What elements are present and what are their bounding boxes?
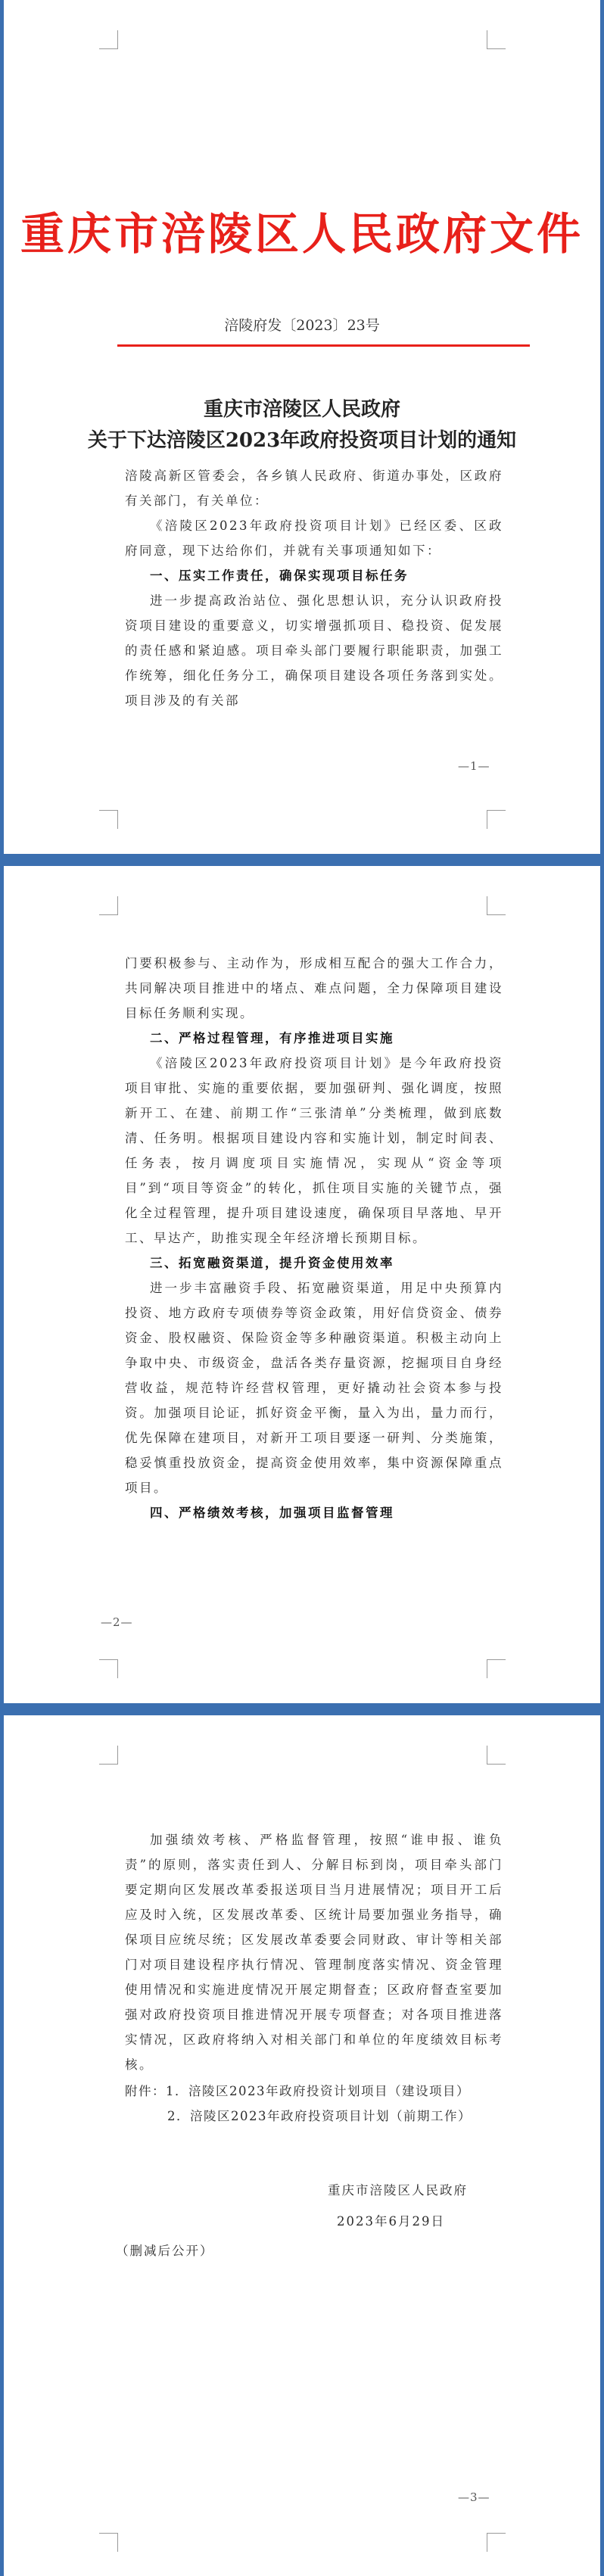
- intro-paragraph: 《涪陵区2023年政府投资项目计划》已经区委、区政府同意，现下达给你们，并就有关事项通知如下：: [125, 519, 503, 558]
- crop-mark: [487, 896, 506, 915]
- section-3-heading: 三、拓宽融资渠道，提升资金使用效率: [150, 1256, 394, 1270]
- section-2-text: 《涪陵区2023年政府投资项目计划》是今年政府投资项目审批、实施的重要依据，要加强研判、强化调度，按照新开工、在建、前期工作“三张清单”分类梳理，做到底数清、任务明。根据项目建设内容和实施计划，制定时间表、任务表，按月调度项目实施情况，实现从“资金等项目”到“项目等资金”的转化，抓住项目实施的关键节点，强化全过程管理，提升项目建设速度，确保项目早落地、早开工、早达产，助推实现全年经济增长预期目标。: [125, 1056, 503, 1245]
- notice-title-line-2: 关于下达涪陵区2023年政府投资项目计划的通知: [87, 429, 517, 452]
- notice-title-line-1: 重庆市涪陵区人民政府: [203, 398, 400, 421]
- page-gap: [0, 1703, 604, 1715]
- section-4-heading: 四、严格绩效考核，加强项目监督管理: [150, 1506, 394, 1520]
- document-header-title: 重庆市涪陵区人民政府文件: [20, 208, 584, 260]
- attachment-item-1: 1．涪陵区2023年政府投资计划项目（建设项目）: [166, 2084, 470, 2098]
- crop-mark: [99, 896, 118, 915]
- document-number: 涪陵府发〔2023〕23号: [224, 317, 380, 334]
- attachment-row-1: [125, 2079, 472, 2104]
- page-number: —3—: [458, 2490, 490, 2504]
- attachment-item-2: 2．涪陵区2023年政府投资项目计划（前期工作）: [167, 2109, 472, 2123]
- crop-mark: [487, 30, 506, 49]
- page-3-body: [125, 1827, 503, 2077]
- crop-mark: [487, 1659, 506, 1678]
- crop-mark: [99, 1659, 118, 1678]
- attachment-row-2: [125, 2104, 472, 2129]
- signing-organization: 重庆市涪陵区人民政府: [328, 2183, 468, 2198]
- crop-mark: [99, 2533, 118, 2552]
- section-1-text-continued: 门要积极参与、主动作为，形成相互配合的强大工作合力，共同解决项目推进中的堵点、难点问题，全力保障项目建设目标任务顺利实现。: [125, 956, 503, 1020]
- section-3-text: 进一步丰富融资手段、拓宽融资渠道，用足中央预算内投资、地方政府专项债券等资金政策，用好信贷资金、债券资金、股权融资、保险资金等多种融资渠道。积极主动向上争取中央、市级资金，盘活各类存量资源，挖掘项目自身经营收益，规范特许经营权管理，更好撬动社会资本参与投资。加强项目论证，抓好资金平衡，量入为出，量力而行，优先保障在建项目，对新开工项目要逐一研判、分类施策，稳妥慎重投放资金，提高资金使用效率，集中资源保障重点项目。: [125, 1281, 503, 1495]
- publication-note: （删减后公开）: [116, 2244, 214, 2258]
- crop-mark: [99, 1746, 118, 1765]
- attachments-label: 附件：: [125, 2084, 166, 2098]
- recipients: 涪陵高新区管委会，各乡镇人民政府、街道办事处，区政府有关部门，有关单位：: [125, 469, 503, 508]
- attachments: [125, 2079, 472, 2129]
- page-2: [4, 866, 600, 1703]
- page-1: [4, 0, 600, 854]
- page-2-body: [125, 951, 503, 1525]
- section-2-heading: 二、严格过程管理，有序推进项目实施: [150, 1031, 394, 1045]
- section-1-text: 进一步提高政治站位、强化思想认识，充分认识政府投资项目建设的重要意义，切实增强抓项目、稳投资、促发展的责任感和紧迫感。项目牵头部门要履行职能职责，加强工作统筹，细化任务分工，确保项目建设各项任务落到实处。项目涉及的有关部: [125, 593, 503, 708]
- crop-mark: [487, 1746, 506, 1765]
- section-4-text: 加强绩效考核、严格监督管理，按照“谁申报、谁负责”的原则，落实责任到人、分解目标到岗，项目牵头部门要定期向区发展改革委报送项目当月进展情况；项目开工后应及时入统，区发展改革委、区统计局要加强业务指导，确保项目应统尽统；区发展改革委要会同财政、审计等相关部门对项目建设程序执行情况、管理制度落实情况、资金管理使用情况和实施进度情况开展定期督查；区政府督查室要加强对政府投资项目推进情况开展专项督查；对各项目推进落实情况，区政府将纳入对相关部门和单位的年度绩效目标考核。: [125, 1833, 503, 2072]
- page-1-body: [125, 463, 503, 713]
- crop-mark: [99, 30, 118, 49]
- section-1-heading: 一、压实工作责任，确保实现项目标任务: [150, 568, 409, 583]
- page-number: —1—: [458, 759, 490, 773]
- red-divider: [117, 344, 530, 347]
- crop-mark: [487, 2533, 506, 2552]
- crop-mark: [487, 810, 506, 829]
- page-number: —2—: [101, 1615, 133, 1629]
- crop-mark: [99, 810, 118, 829]
- page-gap: [0, 854, 604, 866]
- page-3: [4, 1715, 600, 2576]
- signing-date: 2023年6月29日: [337, 2214, 445, 2229]
